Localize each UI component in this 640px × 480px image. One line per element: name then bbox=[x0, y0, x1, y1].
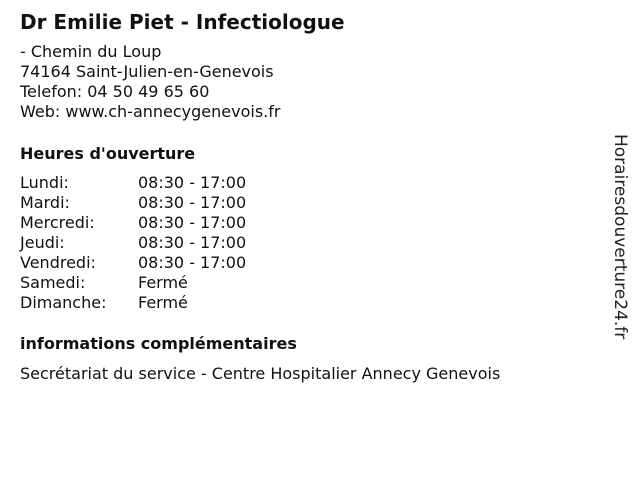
additional-info-heading: informations complémentaires bbox=[20, 334, 297, 353]
street-address: - Chemin du Loup bbox=[20, 42, 162, 61]
hours-row-lundi bbox=[20, 173, 246, 193]
website: Web: www.ch-annecygenevois.fr bbox=[20, 102, 281, 121]
additional-info-text: Secrétariat du service - Centre Hospitalier Annecy Genevois bbox=[20, 364, 501, 383]
day-label: Vendredi: bbox=[20, 253, 96, 272]
opening-hours-heading: Heures d'ouverture bbox=[20, 144, 196, 163]
hours-row-jeudi bbox=[20, 233, 246, 253]
address-block bbox=[20, 42, 280, 122]
opening-hours-list bbox=[20, 173, 246, 313]
hours-row-mercredi bbox=[20, 213, 246, 233]
day-label: Mercredi: bbox=[20, 213, 95, 232]
day-label: Lundi: bbox=[20, 173, 69, 192]
city-address: 74164 Saint-Julien-en-Genevois bbox=[20, 62, 274, 81]
phone-number: Telefon: 04 50 49 65 60 bbox=[20, 82, 210, 101]
day-hours: 08:30 - 17:00 bbox=[138, 173, 247, 192]
hours-row-vendredi bbox=[20, 253, 246, 273]
hours-row-dimanche bbox=[20, 293, 246, 313]
hours-row-samedi bbox=[20, 273, 246, 293]
day-hours: 08:30 - 17:00 bbox=[138, 213, 247, 232]
day-hours: Fermé bbox=[138, 273, 188, 292]
day-hours: 08:30 - 17:00 bbox=[138, 233, 247, 252]
page-title: Dr Emilie Piet - Infectiologue bbox=[20, 10, 345, 34]
day-hours: 08:30 - 17:00 bbox=[138, 253, 247, 272]
hours-row-mardi bbox=[20, 193, 246, 213]
day-hours: 08:30 - 17:00 bbox=[138, 193, 247, 212]
day-hours: Fermé bbox=[138, 293, 188, 312]
day-label: Samedi: bbox=[20, 273, 86, 292]
day-label: Jeudi: bbox=[20, 233, 65, 252]
site-watermark: Horairesdouverture24.fr bbox=[610, 134, 630, 340]
day-label: Dimanche: bbox=[20, 293, 107, 312]
day-label: Mardi: bbox=[20, 193, 70, 212]
